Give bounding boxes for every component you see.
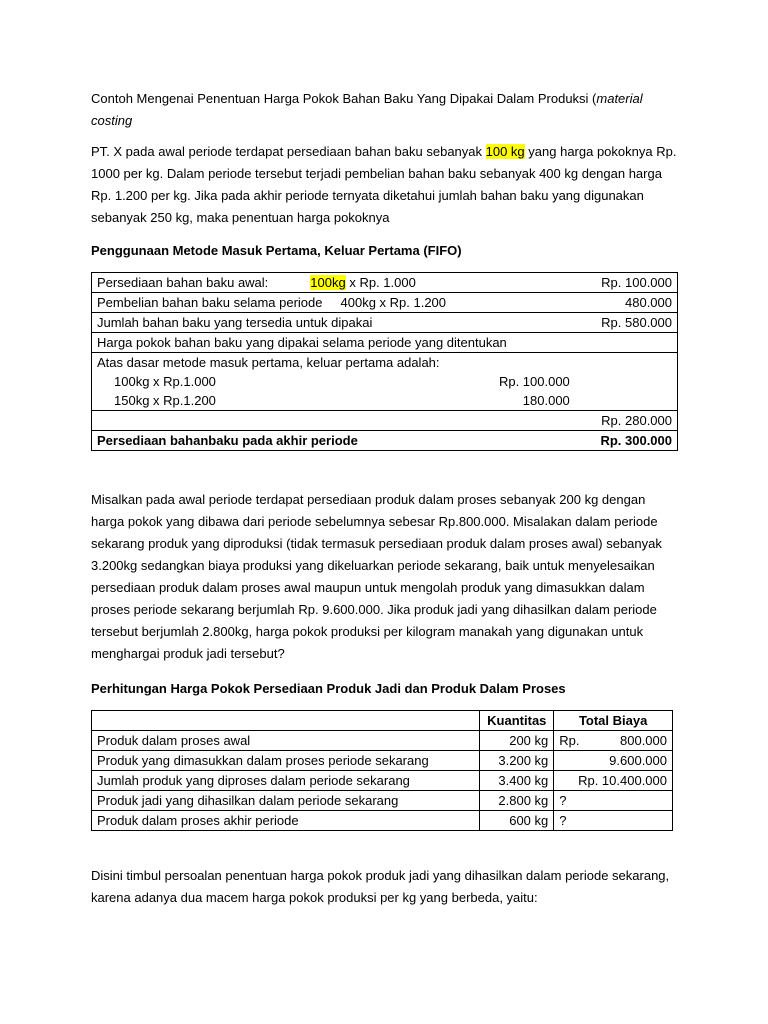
cell-cost	[554, 771, 673, 791]
table-row	[92, 431, 678, 451]
cell-label: 150kg x Rp.1.200	[92, 391, 491, 411]
table-row	[92, 771, 673, 791]
cell-label: Harga pokok bahan baku yang dipakai selama periode yang ditentukan	[92, 333, 678, 353]
table-row	[92, 313, 678, 333]
table-row	[92, 372, 678, 391]
cell-label: Produk dalam proses awal	[92, 731, 480, 751]
cell-quantity: 2.800 kg	[480, 791, 554, 811]
middle-paragraph: Misalkan pada awal periode terdapat persediaan produk dalam proses sebanyak 200 kg dengan harga pokok yang dibawa dari periode sebelumnya sebesar Rp.800.000. Misalakan dalam periode sekarang produk yang diproduksi (tidak termasuk persediaan produk dalam proses awal) sebanyak 3.200kg sedangkan biaya produksi yang dikeluarkan periode sekarang, baik untuk menyelesaikan persediaan produk dalam proses awal maupun untuk mengolah produk yang dimasukkan dalam proses periode sekarang berjumlah Rp. 9.600.000. Jika produk jadi yang dihasilkan dalam periode tersebut berjumlah 2.800kg, harga pokok produksi per kilogram manakah yang digunakan untuk menghargai produk jadi tersebut?	[91, 492, 662, 661]
cell-quantity: 200 kg	[480, 731, 554, 751]
cell-label: Jumlah produk yang diproses dalam periode sekarang	[92, 771, 480, 791]
document-page	[91, 88, 681, 909]
row-label: Persediaan bahan baku awal:	[97, 274, 269, 290]
table-row	[92, 353, 678, 373]
highlighted-quantity: 100kg	[310, 274, 346, 290]
cost-table	[91, 710, 673, 831]
cell-label: Produk dalam proses akhir periode	[92, 811, 480, 831]
cell-empty	[491, 431, 575, 451]
row-formula: x Rp. 1.000	[345, 274, 416, 290]
header-empty	[92, 711, 480, 731]
title-text: Contoh Mengenai Penentuan Harga Pokok Bahan Baku Yang Dipakai Dalam Produksi (	[91, 91, 597, 106]
cell-empty	[491, 293, 575, 313]
cell-quantity: 3.400 kg	[480, 771, 554, 791]
cost-value: Rp. 10.400.000	[578, 772, 667, 788]
table-row	[92, 791, 673, 811]
cell-empty	[575, 391, 678, 411]
intro-text-b: yang harga pokoknya Rp. 1000 per kg. Dalam periode tersebut terjadi pembelian bahan baku sebanyak 400 kg dengan harga Rp. 1.200 per kg. Jika pada akhir periode ternyata diketahui jumlah bahan baku yang digunakan sebanyak 250 kg, maka penentuan harga pokoknya	[91, 144, 677, 225]
cell-cost	[554, 751, 673, 771]
document-title	[91, 88, 681, 132]
cost-table-heading: Perhitungan Harga Pokok Persediaan Produk Jadi dan Produk Dalam Proses	[91, 681, 566, 696]
closing-paragraph: Disini timbul persoalan penentuan harga pokok produk jadi yang dihasilkan dalam periode sekarang, karena adanya dua macem harga pokok produksi per kg yang berbeda, yaitu:	[91, 868, 670, 905]
cell-empty	[92, 411, 491, 431]
cost-value: 9.600.000	[609, 752, 667, 768]
cell-label	[92, 273, 491, 293]
cell-label	[92, 293, 491, 313]
cell-value: Rp. 280.000	[575, 411, 678, 431]
cell-label: Atas dasar metode masuk pertama, keluar pertama adalah:	[92, 353, 678, 373]
header-quantity: Kuantitas	[480, 711, 554, 731]
intro-paragraph	[91, 141, 681, 229]
table-row	[92, 293, 678, 313]
cell-empty	[491, 313, 575, 333]
cell-empty	[575, 372, 678, 391]
table-row	[92, 273, 678, 293]
cell-quantity: 600 kg	[480, 811, 554, 831]
fifo-table	[91, 272, 678, 451]
row-formula: 400kg x Rp. 1.200	[340, 294, 447, 310]
currency-prefix: Rp.	[559, 732, 580, 748]
fifo-heading: Penggunaan Metode Masuk Pertama, Keluar Pertama (FIFO)	[91, 243, 462, 258]
table-row	[92, 751, 673, 771]
table-row	[92, 811, 673, 831]
cost-value: 800.000	[620, 732, 667, 748]
cell-empty	[491, 273, 575, 293]
intro-text-a: PT. X pada awal periode terdapat persediaan bahan baku sebanyak	[91, 144, 486, 159]
cell-value: Rp. 580.000	[575, 313, 678, 333]
cell-quantity: 3.200 kg	[480, 751, 554, 771]
cell-cost	[554, 731, 673, 751]
highlighted-quantity: 100 kg	[485, 144, 525, 159]
cell-subvalue: 180.000	[522, 392, 570, 408]
table-row	[92, 731, 673, 751]
cell-empty	[491, 411, 575, 431]
cell-label: Produk yang dimasukkan dalam proses periode sekarang	[92, 751, 480, 771]
cell-label: Jumlah bahan baku yang tersedia untuk dipakai	[92, 313, 491, 333]
unknown-cost-mark: ?	[559, 812, 567, 828]
table-header-row	[92, 711, 673, 731]
header-total-cost: Total Biaya	[554, 711, 673, 731]
cell-label: Produk jadi yang dihasilkan dalam periode sekarang	[92, 791, 480, 811]
table-row	[92, 333, 678, 353]
cell-cost	[554, 811, 673, 831]
table-row	[92, 391, 678, 411]
row-label: Pembelian bahan baku selama periode	[97, 294, 323, 310]
cell-value: 480.000	[575, 293, 678, 313]
cell-label: Persediaan bahanbaku pada akhir periode	[92, 431, 491, 451]
cell-value: Rp. 100.000	[575, 273, 678, 293]
cell-value: Rp. 300.000	[575, 431, 678, 451]
table-row	[92, 411, 678, 431]
title-italic-text: material costing	[91, 91, 643, 128]
unknown-cost-mark: ?	[559, 792, 567, 808]
cell-label: 100kg x Rp.1.000	[92, 372, 491, 391]
cell-cost	[554, 791, 673, 811]
cell-subvalue: Rp. 100.000	[498, 373, 570, 389]
